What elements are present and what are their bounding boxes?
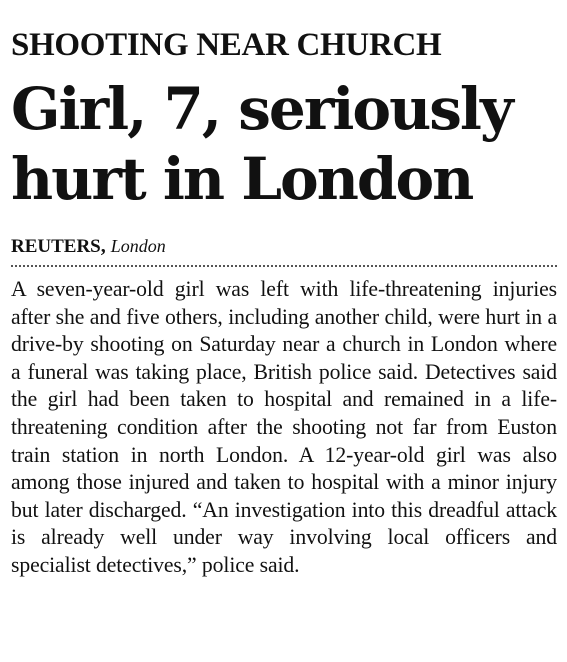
dotted-divider [11, 265, 557, 267]
article-headline [11, 74, 557, 214]
byline-separator: , [100, 235, 106, 257]
headline-line-1: Girl, 7, seriously [11, 75, 512, 143]
headline-line-2: hurt in London [11, 145, 473, 213]
article-body: A seven-year-old girl was left with life-threatening injuries after she and five others, including another child, were hurt in a drive-by shooting on Saturday near a church in London where a funeral was taking place, British police said. Detectives said the girl had been taken to hospital and remained in a life-threatening condition after the shooting not far from Euston train station in north London. A 12-year-old girl was also among those injured and taken to hospital with a minor injury but later discharged. “An investigation into this dreadful attack is already well under way involving local officers and specialist detectives,” police said. [11, 277, 557, 577]
byline-place: London [110, 236, 166, 256]
article-byline [11, 234, 557, 259]
news-article [11, 0, 557, 580]
article-kicker: SHOOTING NEAR CHURCH [11, 27, 442, 63]
byline-agency: REUTERS [11, 236, 101, 257]
